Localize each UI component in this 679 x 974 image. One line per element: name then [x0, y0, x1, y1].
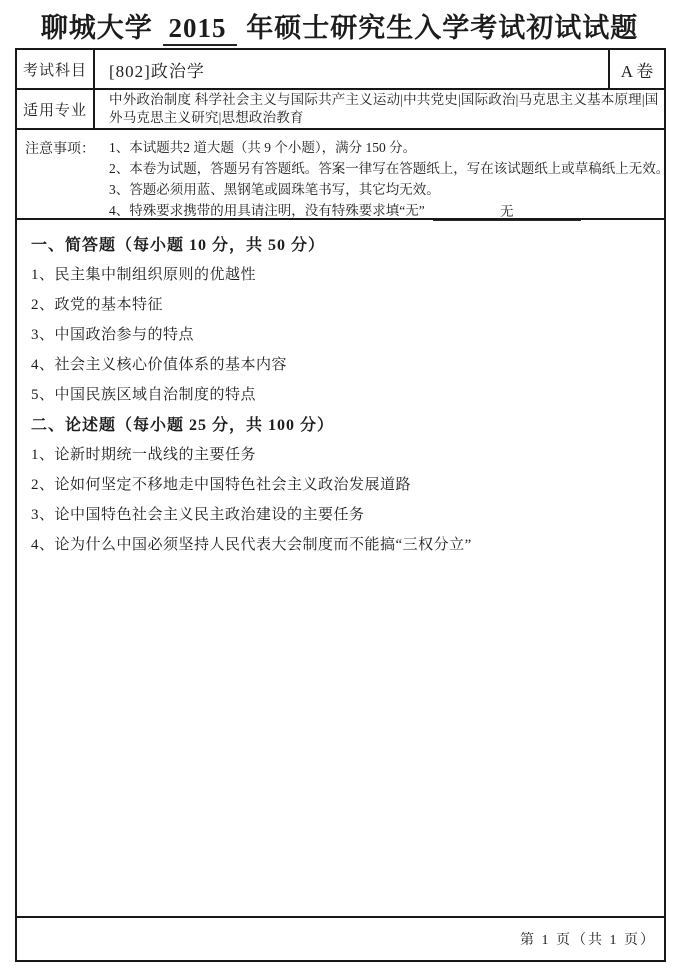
section-2-question-1: 1、论新时期统一战线的主要任务	[31, 446, 257, 463]
title-suffix: 年硕士研究生入学考试初试试题	[246, 13, 639, 43]
page-title	[0, 6, 679, 45]
note-item-4-text: 4、特殊要求携带的用具请注明，没有特殊要求填“无”	[109, 203, 425, 218]
subject-row	[17, 50, 664, 90]
paper-version-badge: A 卷	[608, 50, 664, 88]
section-2-heading: 二、论述题（每小题 25 分，共 100 分）	[31, 416, 335, 434]
section-2-question-4: 4、论为什么中国必须坚持人民代表大会制度而不能搞“三权分立”	[31, 536, 472, 553]
section-2-question-3: 3、论中国特色社会主义民主政治建设的主要任务	[31, 506, 365, 523]
majors-value: 中外政治制度 科学社会主义与国际共产主义运动|中共党史|国际政治|马克思主义基本原理|国外马克思主义研究|思想政治教育	[109, 92, 659, 125]
subject-value: [802]政治学	[109, 61, 205, 81]
section-2-question-2: 2、论如何坚定不移地走中国特色社会主义政治发展道路	[31, 476, 412, 493]
note-item-4-fill-blank: 无	[433, 202, 581, 221]
title-year-underlined: 2015	[163, 13, 237, 46]
note-item-4	[109, 200, 669, 221]
title-university: 聊城大学	[40, 13, 153, 43]
page-indicator: 第 1 页（共 1 页）	[520, 933, 656, 948]
section-1-question-3: 3、中国政治参与的特点	[31, 326, 195, 343]
note-item-2: 2、本卷为试题，答题另有答题纸。答案一律写在答题纸上，写在该试题纸上或草稿纸上无效。	[109, 161, 670, 176]
exam-sheet-frame	[15, 48, 670, 962]
note-item-3: 3、答题必须用蓝、黑钢笔或圆珠笔书写，其它均无效。	[109, 182, 440, 197]
section-1-heading: 一、简答题（每小题 10 分，共 50 分）	[31, 236, 326, 254]
notes-list	[109, 137, 670, 219]
subject-label: 考试科目	[17, 50, 95, 88]
majors-row	[17, 90, 664, 130]
note-item-1: 1、本试题共2 道大题（共 9 个小题），满分 150 分。	[109, 140, 417, 155]
majors-label: 适用专业	[17, 90, 95, 128]
footer-row	[17, 916, 664, 960]
section-1-question-4: 4、社会主义核心价值体系的基本内容	[31, 356, 288, 373]
section-1-question-5: 5、中国民族区域自治制度的特点	[31, 386, 257, 403]
questions-area	[17, 220, 664, 916]
section-1-question-1: 1、民主集中制组织原则的优越性	[31, 266, 257, 283]
notes-row	[17, 130, 670, 220]
section-1-question-2: 2、政党的基本特征	[31, 296, 164, 313]
notes-label: 注意事项：	[25, 142, 95, 157]
